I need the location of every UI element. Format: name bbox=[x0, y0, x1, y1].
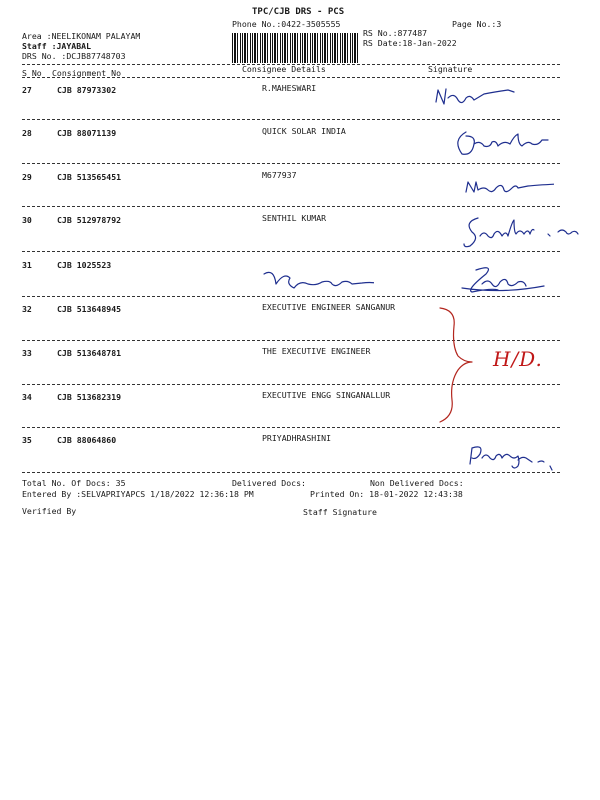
row-consignment: CJB 88071139 bbox=[57, 128, 117, 138]
hd-annotation: H/D. bbox=[493, 347, 543, 371]
entered-by: Entered By :SELVAPRIYAPCS 1/18/2022 12:36:18 PM bbox=[22, 489, 254, 499]
row-consignment: CJB 87973302 bbox=[57, 85, 117, 95]
drs-number: DRS No. :DCJB87748703 bbox=[22, 51, 126, 61]
rs-date: RS Date:18-Jan-2022 bbox=[363, 38, 457, 48]
row-consignee: PRIYADHRASHINI bbox=[262, 433, 332, 443]
row-consignee: SENTHIL KUMAR bbox=[262, 213, 327, 223]
row-sno: 33 bbox=[22, 348, 32, 358]
row-consignee: THE EXECUTIVE ENGINEER bbox=[262, 346, 371, 356]
row-consignment: CJB 512978792 bbox=[57, 215, 122, 225]
row-sno: 30 bbox=[22, 215, 32, 225]
row-consignee: R.MAHESWARI bbox=[262, 83, 317, 93]
rs-number: RS No.:877487 bbox=[363, 28, 428, 38]
column-divider bbox=[22, 77, 560, 78]
staff-label: Staff :JAYABAL bbox=[22, 41, 92, 51]
row-divider bbox=[22, 206, 560, 207]
barcode bbox=[232, 33, 360, 63]
row-sno: 27 bbox=[22, 85, 32, 95]
signature-30 bbox=[462, 210, 582, 250]
column-consignee: Consignee Details bbox=[242, 64, 326, 74]
signature-27 bbox=[432, 84, 524, 110]
signature-28 bbox=[452, 124, 562, 160]
row-consignee: QUICK SOLAR INDIA bbox=[262, 126, 346, 136]
row-consignee: EXECUTIVE ENGINEER SANGANUR bbox=[262, 302, 396, 312]
row-consignee: EXECUTIVE ENGG SINGANALLUR bbox=[262, 390, 391, 400]
row-sno: 32 bbox=[22, 304, 32, 314]
row-consignment: CJB 513682319 bbox=[57, 392, 122, 402]
row-consignment: CJB 513648945 bbox=[57, 304, 122, 314]
row-divider bbox=[22, 163, 560, 164]
row-consignment: CJB 513565451 bbox=[57, 172, 122, 182]
row-sno: 28 bbox=[22, 128, 32, 138]
row-sno: 34 bbox=[22, 392, 32, 402]
row-sno: 29 bbox=[22, 172, 32, 182]
signature-35 bbox=[462, 440, 562, 474]
verified-by: Verified By bbox=[22, 506, 77, 516]
printed-on: Printed On: 18-01-2022 12:43:38 bbox=[310, 489, 463, 499]
signature-31 bbox=[458, 262, 550, 296]
column-sno: S No bbox=[22, 68, 42, 78]
bracket-annotation bbox=[432, 304, 484, 426]
row-divider bbox=[22, 119, 560, 120]
phone-number: Phone No.:0422-3505555 bbox=[232, 19, 341, 29]
page-number: Page No.:3 bbox=[452, 19, 502, 29]
non-delivered-docs: Non Delivered Docs: bbox=[370, 478, 464, 488]
column-signature: Signature bbox=[428, 64, 473, 74]
column-consignment: Consignment No bbox=[52, 68, 122, 78]
row-consignment: CJB 88064860 bbox=[57, 435, 117, 445]
row-consignee: M677937 bbox=[262, 170, 297, 180]
row-divider bbox=[22, 296, 560, 297]
row-sno: 31 bbox=[22, 260, 32, 270]
document-title: TPC/CJB DRS - PCS bbox=[252, 7, 345, 17]
row-divider bbox=[22, 427, 560, 428]
signature-29 bbox=[462, 176, 554, 198]
row-consignment: CJB 1025523 bbox=[57, 260, 112, 270]
row-divider bbox=[22, 251, 560, 252]
area-label: Area :NEELIKONAM PALAYAM bbox=[22, 31, 141, 41]
row-consignment: CJB 513648781 bbox=[57, 348, 122, 358]
staff-signature: Staff Signature bbox=[303, 507, 377, 517]
row-sno: 35 bbox=[22, 435, 32, 445]
delivered-docs: Delivered Docs: bbox=[232, 478, 306, 488]
signature-31-consignee bbox=[258, 262, 374, 294]
total-docs: Total No. Of Docs: 35 bbox=[22, 478, 126, 488]
